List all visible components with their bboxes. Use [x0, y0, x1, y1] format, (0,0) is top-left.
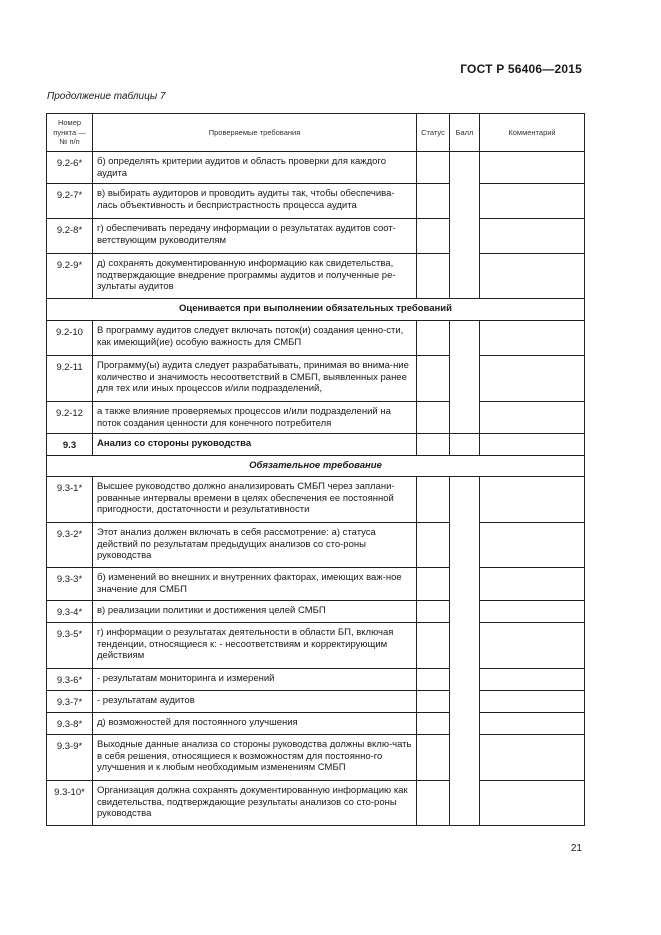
comment-cell[interactable] — [480, 781, 585, 826]
row-number: 9.3-9* — [47, 735, 93, 781]
column-header-status: Статус — [417, 114, 450, 152]
row-number: 9.2-6* — [47, 152, 93, 184]
comment-cell[interactable] — [480, 152, 585, 184]
row-number: 9.2-9* — [47, 254, 93, 299]
comment-cell — [480, 434, 585, 456]
comment-cell[interactable] — [480, 402, 585, 434]
row-requirement: Высшее руководство должно анализировать СМБП через заплани-рованные интервалы времени в целях обеспечения ее постоянной пригодности, достаточности и результативности — [93, 477, 417, 523]
row-requirement: в) реализации политики и достижения целей СМБП — [93, 601, 417, 623]
status-cell[interactable] — [417, 523, 450, 568]
row-number: 9.3-2* — [47, 523, 93, 568]
row-requirement: г) информации о результатах деятельности в области БП, включая тенденции, относящиеся к: - несоответствиям и корректирующим действиям — [93, 623, 417, 669]
comment-cell[interactable] — [480, 735, 585, 781]
subsection-heading-row: Обязательное требование — [47, 456, 585, 477]
score-cell[interactable] — [450, 152, 480, 299]
page-number: 21 — [570, 843, 582, 854]
comment-cell[interactable] — [480, 568, 585, 601]
comment-cell[interactable] — [480, 623, 585, 669]
status-cell[interactable] — [417, 781, 450, 826]
status-cell[interactable] — [417, 402, 450, 434]
row-requirement: д) сохранять документированную информацию как свидетельства, подтверждающие внедрение программы аудитов и полученные ре-зультаты аудитов — [93, 254, 417, 299]
column-header-requirements: Проверяемые требования — [93, 114, 417, 152]
status-cell[interactable] — [417, 254, 450, 299]
row-number: 9.2-12 — [47, 402, 93, 434]
row-requirement: - результатам мониторинга и измерений — [93, 669, 417, 691]
row-number: 9.2-7* — [47, 184, 93, 219]
row-number: 9.3-10* — [47, 781, 93, 826]
row-number: 9.3-5* — [47, 623, 93, 669]
table-continuation-caption: Продолжение таблицы 7 — [47, 91, 166, 102]
comment-cell[interactable] — [480, 321, 585, 356]
status-cell[interactable] — [417, 219, 450, 254]
status-cell[interactable] — [417, 713, 450, 735]
score-cell[interactable] — [450, 477, 480, 826]
status-cell — [417, 434, 450, 456]
row-requirement: б) определять критерии аудитов и область проверки для каждого аудита — [93, 152, 417, 184]
comment-cell[interactable] — [480, 477, 585, 523]
status-cell[interactable] — [417, 669, 450, 691]
comment-cell[interactable] — [480, 713, 585, 735]
row-number: 9.3-4* — [47, 601, 93, 623]
status-cell[interactable] — [417, 568, 450, 601]
row-requirement: Этот анализ должен включать в себя рассмотрение: а) статуса действий по результатам предыдущих анализов со сто-роны руководства — [93, 523, 417, 568]
row-number: 9.3-3* — [47, 568, 93, 601]
row-number: 9.2-11 — [47, 356, 93, 402]
row-requirement: д) возможностей для постоянного улучшения — [93, 713, 417, 735]
section-number: 9.3 — [47, 434, 93, 456]
row-requirement: в) выбирать аудиторов и проводить аудиты так, чтобы обеспечива-лась объективность и беспристрастность процесса аудита — [93, 184, 417, 219]
row-number: 9.2-10 — [47, 321, 93, 356]
section-heading-row: Оценивается при выполнении обязательных требований — [47, 299, 585, 321]
row-requirement: Программу(ы) аудита следует разрабатывать, принимая во внима-ние количество и значимость несоответствий в СМБП, выявленных ранее для тех или иных процессов и/или подразделений, — [93, 356, 417, 402]
row-number: 9.3-8* — [47, 713, 93, 735]
status-cell[interactable] — [417, 356, 450, 402]
status-cell[interactable] — [417, 691, 450, 713]
comment-cell[interactable] — [480, 184, 585, 219]
status-cell[interactable] — [417, 184, 450, 219]
row-number: 9.3-7* — [47, 691, 93, 713]
row-number: 9.3-6* — [47, 669, 93, 691]
section-title: Анализ со стороны руководства — [93, 434, 417, 456]
row-number: 9.3-1* — [47, 477, 93, 523]
document-standard-header: ГОСТ Р 56406—2015 — [460, 62, 582, 76]
score-cell[interactable] — [450, 321, 480, 434]
status-cell[interactable] — [417, 623, 450, 669]
row-requirement: Организация должна сохранять документированную информацию как свидетельства, подтверждающие результаты анализов со сто-роны руководства — [93, 781, 417, 826]
comment-cell[interactable] — [480, 254, 585, 299]
comment-cell[interactable] — [480, 219, 585, 254]
audit-requirements-table — [46, 113, 585, 826]
score-cell — [450, 434, 480, 456]
row-requirement: а также влияние проверяемых процессов и/или подразделений на поток создания ценности для конечного потребителя — [93, 402, 417, 434]
comment-cell[interactable] — [480, 691, 585, 713]
row-number: 9.2-8* — [47, 219, 93, 254]
row-requirement: Выходные данные анализа со стороны руководства должны вклю-чать в себя решения, относящиеся к возможностям для постоянно-го улучшения и к любым необходимым изменениям СМБП — [93, 735, 417, 781]
row-requirement: г) обеспечивать передачу информации о результатах аудитов соот-ветствующим руководителям — [93, 219, 417, 254]
status-cell[interactable] — [417, 601, 450, 623]
row-requirement: В программу аудитов следует включать поток(и) создания ценно-сти, как имеющий(ие) особую важность для СМБП — [93, 321, 417, 356]
status-cell[interactable] — [417, 735, 450, 781]
row-requirement: - результатам аудитов — [93, 691, 417, 713]
comment-cell[interactable] — [480, 356, 585, 402]
comment-cell[interactable] — [480, 601, 585, 623]
status-cell[interactable] — [417, 477, 450, 523]
status-cell[interactable] — [417, 321, 450, 356]
status-cell[interactable] — [417, 152, 450, 184]
column-header-comment: Комментарий — [480, 114, 585, 152]
comment-cell[interactable] — [480, 669, 585, 691]
row-requirement: б) изменений во внешних и внутренних факторах, имеющих важ-ное значение для СМБП — [93, 568, 417, 601]
column-header-score: Балл — [450, 114, 480, 152]
comment-cell[interactable] — [480, 523, 585, 568]
column-header-number: Номер пункта — № п/п — [47, 114, 93, 152]
